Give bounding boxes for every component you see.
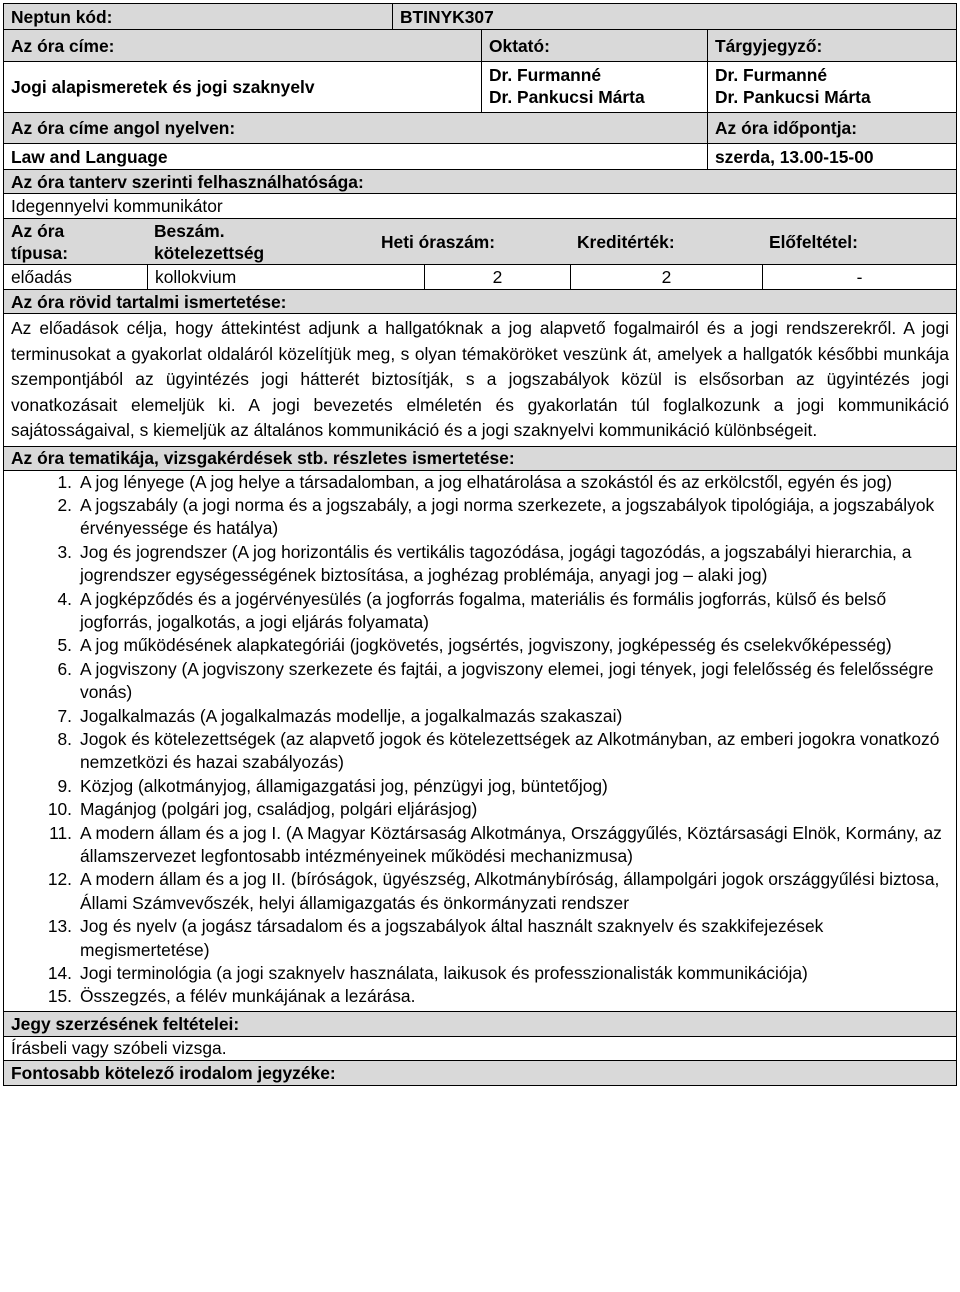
grading-row bbox=[4, 1037, 956, 1061]
english-title: Law and Language bbox=[11, 146, 168, 167]
obligation-label-line-1: Beszám. bbox=[154, 221, 225, 241]
topic-number: 1. bbox=[57, 471, 72, 492]
usability-value: Idegennyelvi kommunikátor bbox=[11, 196, 223, 216]
topic-item bbox=[4, 634, 948, 657]
responsible-name-line-2: Dr. Pankucsi Márta bbox=[715, 87, 871, 107]
lecturer-name-line-1: Dr. Furmanné bbox=[489, 65, 602, 85]
usability-label: Az óra tanterv szerinti felhasználhatósága: bbox=[11, 171, 364, 192]
topic-item bbox=[4, 798, 948, 821]
neptun-row bbox=[4, 4, 956, 30]
topics-row bbox=[4, 471, 956, 1012]
course-title-label: Az óra címe: bbox=[11, 35, 115, 56]
topic-item bbox=[4, 915, 948, 962]
topic-item bbox=[4, 962, 948, 985]
topics-label: Az óra tematikája, vizsgakérdések stb. részletes ismertetése: bbox=[11, 448, 515, 468]
grading-text: Írásbeli vagy szóbeli vizsga. bbox=[11, 1038, 227, 1059]
neptun-label: Neptun kód: bbox=[11, 6, 113, 27]
topic-number: 11. bbox=[49, 822, 72, 843]
topic-text: A modern állam és a jog II. (bíróságok, ügyészség, Alkotmánybíróság, állampolgári jogok országgyűlési biztosa, Állami Számvevőszék, helyi államigazgatás és önkormányzati rendszer bbox=[80, 869, 940, 913]
topic-number: 12. bbox=[47, 869, 72, 890]
credit-label: Kreditérték: bbox=[577, 231, 675, 252]
prerequisite-label: Előfeltétel: bbox=[769, 231, 858, 252]
topic-number: 9. bbox=[57, 775, 72, 796]
topic-item bbox=[4, 775, 948, 798]
course-values-row bbox=[4, 62, 956, 113]
course-type-label bbox=[4, 219, 147, 264]
obligation-value: kollokvium bbox=[147, 265, 424, 289]
topic-number: 14. bbox=[47, 963, 72, 984]
obligation-label bbox=[147, 219, 374, 264]
summary-row bbox=[4, 314, 956, 447]
course-time: szerda, 13.00-15-00 bbox=[707, 144, 956, 169]
usability-header-row bbox=[4, 170, 956, 194]
topic-item bbox=[4, 705, 948, 728]
topic-text: A jog működésének alapkategóriái (jogkövetés, jogsértés, jogviszony, jogképesség és cselekvőképesség) bbox=[80, 635, 892, 656]
topic-number: 10. bbox=[47, 799, 72, 820]
english-title-header-row bbox=[4, 113, 956, 144]
responsible-name bbox=[707, 62, 956, 112]
time-label: Az óra időpontja: bbox=[707, 113, 956, 143]
topic-number: 5. bbox=[57, 635, 72, 656]
lecturer-name bbox=[481, 62, 707, 112]
course-title: Jogi alapismeretek és jogi szaknyelv bbox=[11, 77, 315, 97]
topic-number: 7. bbox=[57, 705, 72, 726]
topic-text: Jog és jogrendszer (A jog horizontális és vertikális tagozódása, jogági tagozódás, a jogszabályi hierarchia, a jogrendszer egységességének biztosítása, a joghézag problémája, anyagi jog – alaki jog) bbox=[80, 541, 912, 586]
topic-number: 8. bbox=[57, 728, 72, 749]
topic-text: Jog és nyelv (a jogász társadalom és a jogszabályok által használt szaknyelv és szakkifejezések megismertetése) bbox=[80, 916, 824, 960]
topics-header-row bbox=[4, 447, 956, 471]
topic-number: 4. bbox=[57, 588, 72, 609]
english-title-row bbox=[4, 144, 956, 170]
neptun-code: BTINYK307 bbox=[392, 4, 956, 29]
course-type-header-row bbox=[4, 219, 956, 265]
summary-header-row bbox=[4, 290, 956, 314]
lecturer-name-line-2: Dr. Pankucsi Márta bbox=[489, 87, 645, 107]
topic-text: A jogképződés és a jogérvényesülés (a jogforrás fogalma, materiális és formális jogforrás, külső és belső jogforrás, jogalkotás, a jogi eljárás folyamata) bbox=[80, 588, 887, 632]
topic-item bbox=[4, 471, 948, 494]
summary-text: Az előadások célja, hogy áttekintést adjunk a hallgatóknak a jog alapvető fogalmairól és a jogi rendszerekről. A jogi terminusokat a gyakorlat oldaláról közelítjük meg, s olyan témaköröket veszünk át, amelyek a hallgatók későbbi munkája szempontjából az ügyintézés jogi hátterét biztosítják, s a jogszabályok közül is elsősorban az ügyintézés jogi vonatkozásait elemeljük ki. A jogi bevezetés elméletén és gyakorlatán túl foglalkozunk a jogi kommunikáció sajátosságaival, s kiemeljük az általános kommunikáció és a jogi szaknyelvi kommunikáció különbségeit. bbox=[11, 318, 949, 440]
summary-label: Az óra rövid tartalmi ismertetése: bbox=[11, 291, 287, 312]
topic-item bbox=[4, 588, 948, 635]
topic-number: 3. bbox=[57, 541, 72, 562]
topic-text: A jog lényege (A jog helye a társadalomban, a jog elhatárolása a szokástól és az erkölcstől, egyén és jog) bbox=[80, 471, 893, 492]
english-title-label: Az óra címe angol nyelven: bbox=[11, 118, 236, 138]
topic-number: 15. bbox=[47, 986, 72, 1007]
topics-list bbox=[4, 471, 956, 1011]
obligation-label-line-2: kötelezettség bbox=[154, 243, 265, 263]
topic-number: 2. bbox=[57, 494, 72, 515]
topic-text: Közjog (alkotmányjog, államigazgatási jog, pénzügyi jog, büntetőjog) bbox=[80, 775, 608, 796]
topic-text: Jogalkalmazás (A jogalkalmazás modellje, a jogalkalmazás szakaszai) bbox=[80, 705, 623, 726]
topic-text: A modern állam és a jog I. (A Magyar Köztársaság Alkotmánya, Országgyűlés, Köztársasági Elnök, Kormány, az államszervezet legfontosabb intézményeinek működési mechanizmusa) bbox=[80, 822, 942, 866]
course-type-label-line-1: Az óra bbox=[11, 221, 65, 241]
course-type-value: előadás bbox=[11, 267, 72, 287]
topic-item bbox=[4, 658, 948, 705]
responsible-label: Tárgyjegyző: bbox=[707, 30, 956, 61]
topic-item bbox=[4, 494, 948, 541]
course-type-row bbox=[4, 265, 956, 290]
topic-item bbox=[4, 541, 948, 588]
topic-item bbox=[4, 728, 948, 775]
topic-item bbox=[4, 822, 948, 869]
weekly-hours-label: Heti óraszám: bbox=[381, 231, 496, 252]
course-header-row bbox=[4, 30, 956, 62]
lecturer-label: Oktató: bbox=[481, 30, 707, 61]
topic-item bbox=[4, 868, 948, 915]
prerequisite-value: - bbox=[762, 265, 956, 289]
topic-item bbox=[4, 985, 948, 1008]
course-type-label-line-2: típusa: bbox=[11, 243, 69, 263]
topic-text: Magánjog (polgári jog, családjog, polgári eljárásjog) bbox=[80, 799, 478, 820]
course-description-sheet bbox=[3, 3, 957, 1086]
literature-header-row bbox=[4, 1061, 956, 1085]
topic-text: Jogi terminológia (a jogi szaknyelv használata, laikusok és professzionalisták kommunikációja) bbox=[80, 963, 808, 984]
topic-number: 13. bbox=[47, 916, 72, 937]
grading-header-row bbox=[4, 1012, 956, 1037]
topic-text: A jogviszony (A jogviszony szerkezete és fajtái, a jogviszony elemei, jogi tények, jogi felelősség és felelősségre vonás) bbox=[80, 658, 934, 703]
topic-number: 6. bbox=[57, 658, 72, 679]
weekly-hours-value: 2 bbox=[424, 265, 570, 289]
credit-value: 2 bbox=[570, 265, 762, 289]
literature-label: Fontosabb kötelező irodalom jegyzéke: bbox=[11, 1062, 336, 1083]
usability-row bbox=[4, 194, 956, 219]
topic-text: A jogszabály (a jogi norma és a jogszabály, a jogi norma szerkezete, a jogszabályok tipológiája, a jogszabályok érvényessége és hatálya) bbox=[80, 494, 935, 539]
responsible-name-line-1: Dr. Furmanné bbox=[715, 65, 828, 85]
grading-label: Jegy szerzésének feltételei: bbox=[11, 1013, 240, 1034]
topic-text: Jogok és kötelezettségek (az alapvető jogok és kötelezettségek az Alkotmányban, az emberi jogokra vonatkozó nemzetközi és hazai szabályozás) bbox=[80, 728, 940, 773]
topic-text: Összegzés, a félév munkájának a lezárása. bbox=[80, 986, 416, 1007]
